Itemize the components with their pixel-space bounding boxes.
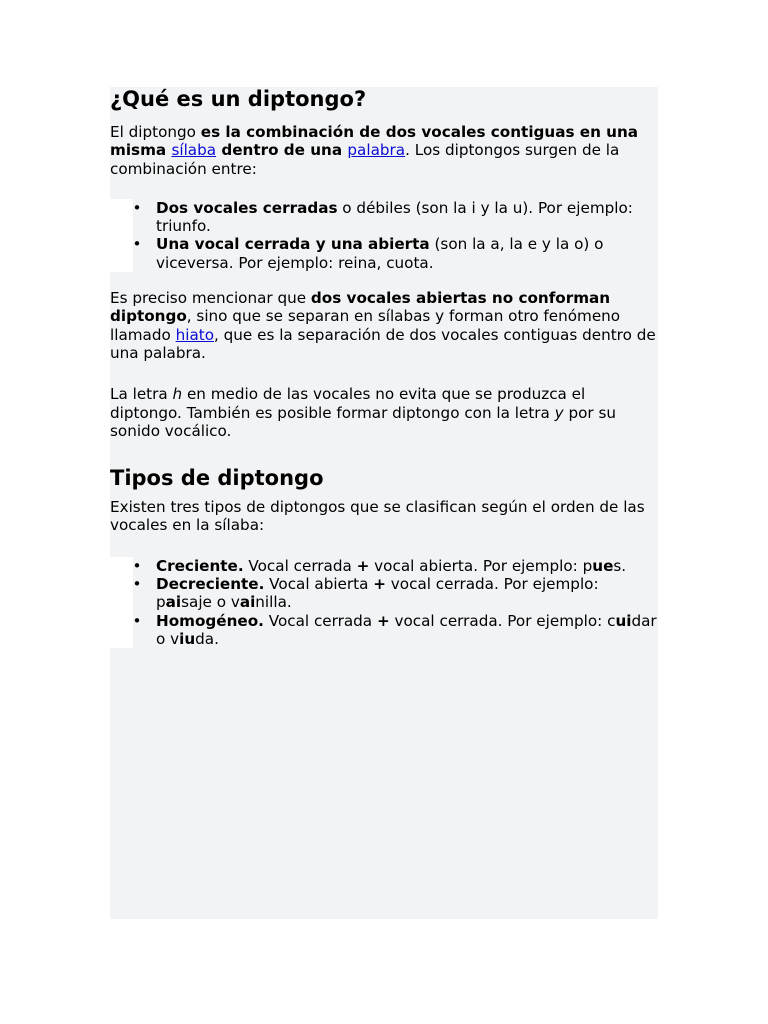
plus-sign: +: [373, 575, 386, 594]
example-vowels: ue: [592, 556, 614, 575]
type-text: Vocal cerrada: [263, 611, 377, 630]
hiato-text-3: , que es la separación de dos vocales contiguas dentro de una palabra.: [110, 325, 656, 362]
intro-text-2: . Los diptongos surgen de la combinación entre:: [110, 141, 620, 178]
intro-bold-1: es la combinación de dos vocales contiguas en una misma: [110, 123, 639, 160]
types-list: [110, 557, 658, 648]
example-vowels: ui: [615, 611, 632, 630]
list-item-bold: Dos vocales cerradas: [156, 198, 338, 217]
type-text: vocal cerrada. Por ejemplo: p: [156, 575, 599, 612]
example-vowels: ai: [165, 593, 182, 612]
type-text: da.: [195, 629, 219, 648]
intro-text-1: El diptongo: [110, 123, 201, 141]
example-vowels: ai: [239, 593, 256, 612]
list-item: [132, 235, 658, 272]
link-hiato[interactable]: hiato: [175, 325, 215, 344]
bullet-icon: •: [132, 556, 142, 575]
list-item-text: o débiles (son la i y la u). Por ejemplo: triunfo.: [156, 198, 633, 236]
list-item: [132, 556, 658, 575]
intro-bold-2: dentro de una: [216, 141, 348, 160]
type-text: saje o v: [181, 593, 240, 612]
type-text: dar o v: [156, 611, 657, 648]
list-item-bold: Una vocal cerrada y una abierta: [156, 235, 430, 254]
intro-paragraph: [110, 123, 658, 178]
list-item: [132, 575, 658, 612]
letra-y-italic: y: [554, 403, 564, 422]
letra-text-1: La letra: [110, 385, 173, 404]
type-text: vocal abierta. Por ejemplo: p: [369, 556, 593, 575]
hiato-text-1: Es preciso mencionar que: [110, 289, 311, 308]
type-text: s.: [613, 556, 627, 575]
type-text: Vocal cerrada: [243, 556, 357, 575]
document-content: [110, 87, 658, 648]
type-name: Decreciente.: [156, 575, 265, 594]
type-text: Vocal abierta: [264, 575, 374, 594]
type-text: vocal cerrada. Por ejemplo: c: [389, 611, 616, 630]
example-vowels: iu: [179, 629, 196, 648]
letra-text-2: en medio de las vocales no evita que se produzca el diptongo. También es posible formar diptongo con la letra: [110, 385, 586, 422]
type-text: nilla.: [255, 593, 292, 612]
tipos-intro-paragraph: Existen tres tipos de diptongos que se clasifican según el orden de las vocales en la sílaba:: [110, 498, 645, 535]
letra-text-3: por su sonido vocálico.: [110, 403, 617, 440]
type-name: Homogéneo.: [156, 611, 264, 630]
list-item: [132, 611, 658, 649]
heading-que-es-diptongo: ¿Qué es un diptongo?: [110, 87, 367, 111]
bullet-icon: •: [132, 611, 142, 630]
link-silaba[interactable]: sílaba: [171, 141, 217, 160]
bullet-icon: •: [132, 575, 142, 594]
type-name: Creciente.: [156, 556, 244, 575]
letra-h-paragraph: [110, 385, 658, 440]
letra-h-italic: h: [172, 385, 183, 404]
bullet-icon: •: [132, 198, 142, 217]
bullet-icon: •: [132, 235, 142, 254]
list-item-text: (son la a, la e y la o) o viceversa. Por ejemplo: reina, cuota.: [156, 235, 604, 272]
link-palabra[interactable]: palabra: [347, 141, 406, 160]
plus-sign: +: [376, 611, 390, 630]
list-item: [132, 198, 658, 236]
heading-tipos-diptongo: Tipos de diptongo: [110, 466, 324, 491]
combinations-list: [110, 199, 658, 272]
hiato-text-2: , sino que se separan en sílabas y forman otro fenómeno llamado: [110, 307, 621, 344]
plus-sign: +: [356, 556, 370, 575]
hiato-bold: dos vocales abiertas no conforman diptongo: [110, 289, 611, 326]
hiato-paragraph: [110, 289, 658, 362]
